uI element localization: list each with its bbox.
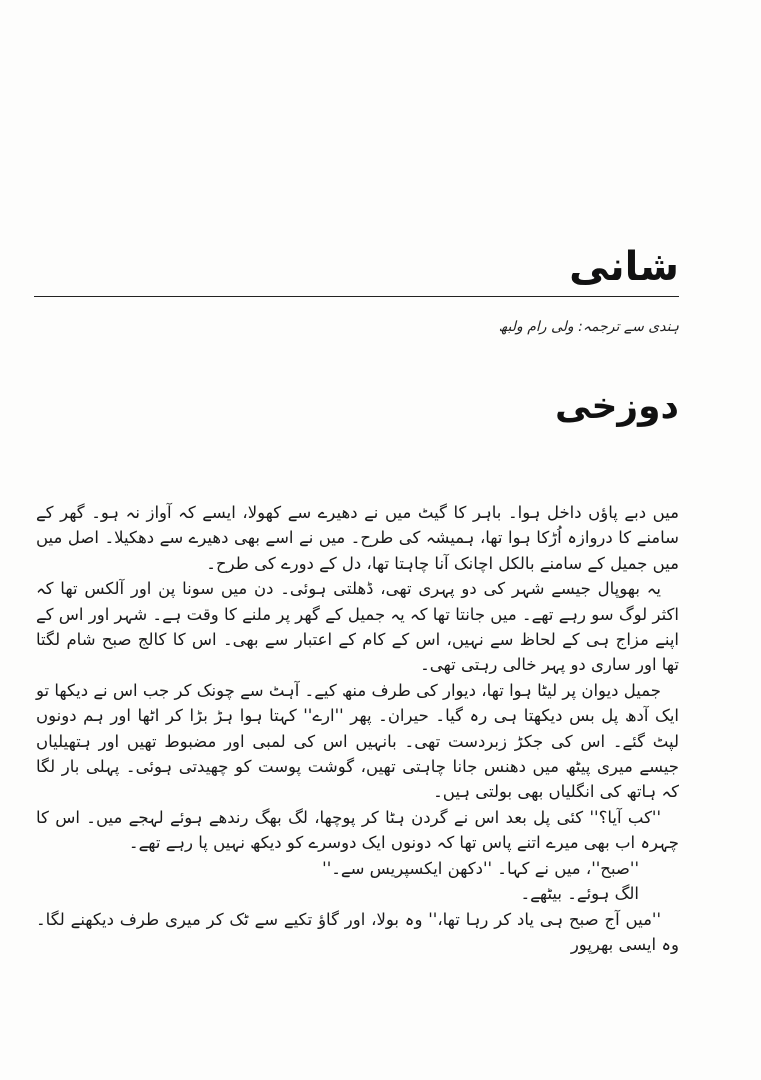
- paragraph: ''میں آج صبح ہی یاد کر رہا تھا،'' وہ بولا، اور گاؤ تکیے سے ٹک کر میری طرف دیکھنے لگا۔ وہ ایسی بھرپور: [36, 909, 679, 954]
- translator-credit: ہندی سے ترجمہ: ولی رام ولبھ: [498, 319, 679, 335]
- paragraph: یہ بھوپال جیسے شہر کی دو پہری تھی، ڈھلتی ہوئی۔ دن میں سونا پن اور آلکس تھا کہ اکثر لوگ سو رہے تھے۔ میں جانتا تھا کہ یہ جمیل کے گھر پر ملنے کا وقت ہے۔ شہر اور اس کے اپنے مزاج ہی کے لحاظ سے نہیں، اس کے کام کے اعتبار سے بھی۔ اس کا کالج صبح شام لگتا تھا اور ساری دو پہر خالی رہتی تھی۔: [36, 579, 679, 675]
- story-body: [36, 500, 679, 957]
- paragraph: ''صبح''، میں نے کہا۔ ''دکھن ایکسپریس سے۔'': [322, 858, 639, 878]
- paragraph: الگ ہوئے۔ بیٹھے۔: [520, 884, 639, 904]
- paragraph: جمیل دیوان پر لیٹا ہوا تھا، دیوار کی طرف منھ کیے۔ آہٹ سے چونک کر جب اس نے دیکھا تو ایک آدھ پل بس دیکھتا ہی رہ گیا۔ حیران۔ پھر ''ارے'' کہتا ہوا ہڑ بڑا کر اٹھا اور ہم دونوں لپٹ گئے۔ اس کی جکڑ زبردست تھی۔ بانہیں اس کی لمبی اور مضبوط تھیں اور ہتھیلیاں جیسے میری پیٹھ میں دھنس جانا چاہتی تھیں، گوشت پوست کو چھیدتی ہوئی۔ پہلی بار لگا کہ ہاتھ کی انگلیاں بھی بولتی ہیں۔: [36, 680, 679, 802]
- header-divider: [34, 296, 679, 297]
- magazine-title: شانی: [569, 244, 679, 290]
- paragraph: ''کب آیا؟'' کئی پل بعد اس نے گردن ہٹا کر پوچھا، لگ بھگ رندھے ہوئے لہجے میں۔ اس کا چہرہ اب بھی میرے اتنے پاس تھا کہ دونوں ایک دوسرے کو دیکھ نہیں پا رہے تھے۔: [36, 807, 679, 853]
- story-title: دوزخی: [555, 386, 679, 427]
- paragraph: میں دبے پاؤں داخل ہوا۔ باہر کا گیٹ میں نے دھیرے سے کھولا، ایسے کہ آواز نہ ہو۔ گھر کے سامنے کا دروازہ اُڑکا ہوا تھا، ہمیشہ کی طرح۔ میں نے اسے بھی دھیرے سے دھکیلا۔ اصل میں میں جمیل کے سامنے بالکل اچانک آنا چاہتا تھا، دل کے دورے کی طرح۔: [36, 503, 679, 573]
